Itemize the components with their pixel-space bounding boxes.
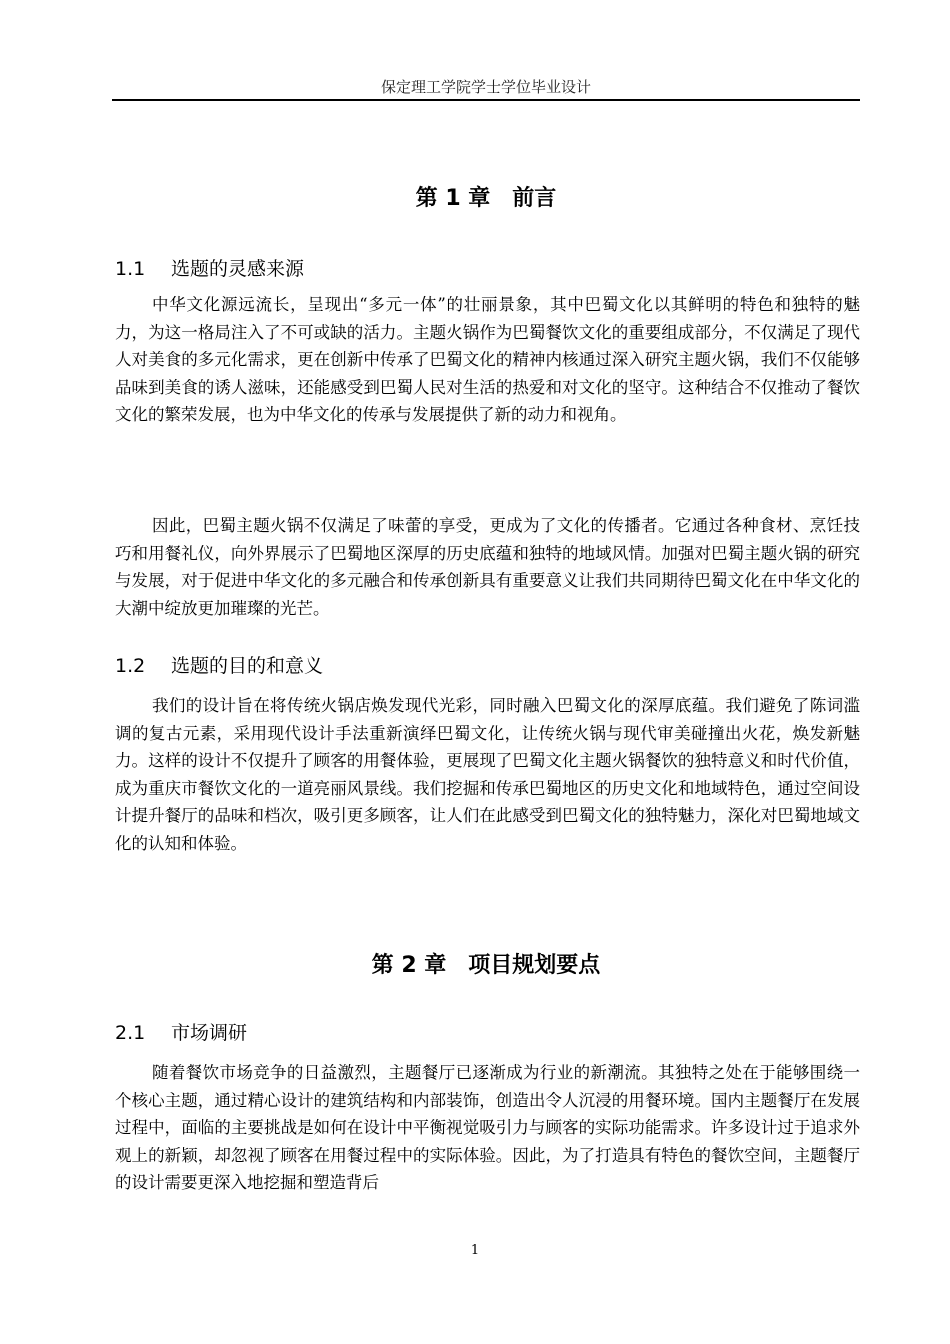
chapter-1-title: 第 1 章 前言 — [415, 186, 557, 211]
section-2-1-heading — [115, 1018, 247, 1045]
section-title: 选题的目的和意义 — [171, 655, 324, 677]
section-1-1-heading — [115, 254, 304, 281]
paragraph: 我们的设计旨在将传统火锅店焕发现代光彩，同时融入巴蜀文化的深厚底蕴。我们避免了陈词滥调的复古元素，采用现代设计手法重新演绎巴蜀文化，让传统火锅与现代审美碰撞出火花，焕发新魅力。这样的设计不仅提升了顾客的用餐体验，更展现了巴蜀文化主题火锅餐饮的独特意义和时代价值，成为重庆市餐饮文化的一道亮丽风景线。我们挖掘和传承巴蜀地区的历史文化和地域特色，通过空间设计提升餐厅的品味和档次，吸引更多顾客，让人们在此感受到巴蜀文化的独特魅力，深化对巴蜀地域文化的认知和体验。 — [115, 696, 860, 853]
section-title: 市场调研 — [171, 1022, 248, 1044]
page-number: 1 — [470, 1243, 480, 1258]
header-rule — [112, 99, 860, 101]
section-1-2-heading — [115, 651, 323, 678]
section-number: 2.1 — [115, 1022, 146, 1044]
section-number: 1.1 — [115, 258, 146, 280]
paragraph: 随着餐饮市场竞争的日益激烈，主题餐厅已逐渐成为行业的新潮流。其独特之处在于能够围绕一个核心主题，通过精心设计的建筑结构和内部装饰，创造出令人沉浸的用餐环境。国内主题餐厅在发展过程中，面临的主要挑战是如何在设计中平衡视觉吸引力与顾客的实际功能需求。许多设计过于追求外观上的新颖，却忽视了顾客在用餐过程中的实际体验。因此，为了打造具有特色的餐饮空间，主题餐厅的设计需要更深入地挖掘和塑造背后 — [115, 1063, 860, 1192]
section-number: 1.2 — [115, 655, 146, 677]
paragraph: 中华文化源远流长，呈现出“多元一体”的壮丽景象，其中巴蜀文化以其鲜明的特色和独特的魅力，为这一格局注入了不可或缺的活力。主题火锅作为巴蜀餐饮文化的重要组成部分，不仅满足了现代人对美食的多元化需求，更在创新中传承了巴蜀文化的精神内核通过深入研究主题火锅，我们不仅能够品味到美食的诱人滋味，还能感受到巴蜀人民对生活的热爱和对文化的坚守。这种结合不仅推动了餐饮文化的繁荣发展，也为中华文化的传承与发展提供了新的动力和视角。 — [115, 295, 860, 424]
chapter-2-title: 第 2 章 项目规划要点 — [371, 953, 601, 978]
section-title: 选题的灵感来源 — [171, 258, 305, 280]
paragraph: 因此，巴蜀主题火锅不仅满足了味蕾的享受，更成为了文化的传播者。它通过各种食材、烹饪技巧和用餐礼仪，向外界展示了巴蜀地区深厚的历史底蕴和独特的地域风情。加强对巴蜀主题火锅的研究与发展，对于促进中华文化的多元融合和传承创新具有重要意义让我们共同期待巴蜀文化在中华文化的大潮中绽放更加璀璨的光芒。 — [115, 516, 860, 618]
running-header: 保定理工学院学士学位毕业设计 — [380, 78, 591, 96]
